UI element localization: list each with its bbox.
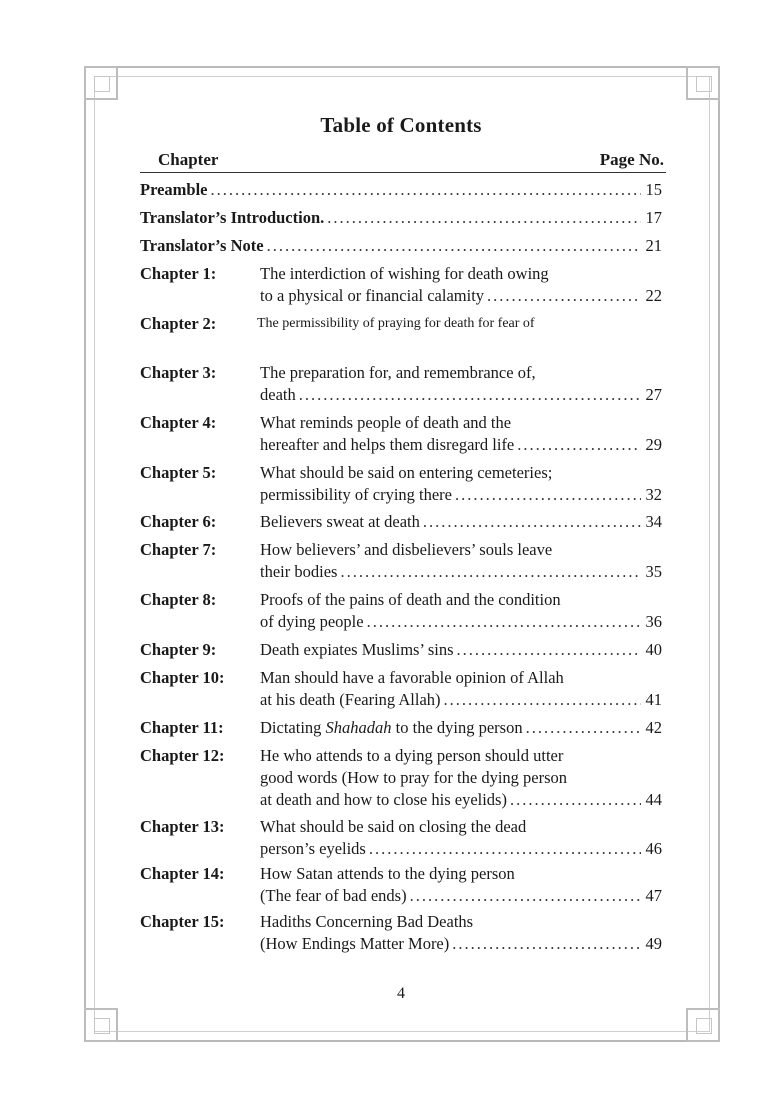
chapter-label: Chapter 15: bbox=[140, 912, 225, 931]
entry-title-emphasis: Shahadah bbox=[325, 718, 392, 737]
chapter-label: Chapter 13: bbox=[140, 817, 225, 836]
entry-title-cont: at his death (Fearing Allah) bbox=[260, 690, 441, 709]
entry-page: 29 bbox=[645, 435, 662, 454]
leader-dots bbox=[327, 207, 640, 229]
chapter-label: Chapter 10: bbox=[140, 668, 225, 687]
entry-title-cont: permissibility of crying there bbox=[260, 485, 452, 504]
leader-dots bbox=[487, 285, 640, 307]
entry-page: 32 bbox=[645, 485, 662, 504]
entry-title-cont: hereafter and helps them disregard life bbox=[260, 435, 515, 454]
entry-title: What should be said on closing the dead bbox=[260, 817, 527, 836]
toc-entry-preamble[interactable] bbox=[140, 179, 662, 201]
entry-title: The permissibility of praying for death for fear of bbox=[257, 316, 535, 331]
leader-dots bbox=[510, 789, 641, 811]
entry-title-cont: good words (How to pray for the dying person bbox=[260, 768, 568, 787]
leader-dots bbox=[444, 689, 641, 711]
chapter-label: Chapter 5: bbox=[140, 463, 217, 482]
entry-page: 34 bbox=[645, 512, 662, 531]
entry-title: The preparation for, and remembrance of, bbox=[260, 363, 536, 382]
entry-page: 22 bbox=[645, 286, 662, 305]
entry-page: 42 bbox=[645, 718, 662, 737]
chapter-label: Chapter 4: bbox=[140, 413, 217, 432]
entry-page: 27 bbox=[645, 385, 662, 404]
entry-title-cont: at death and how to close his eyelids) bbox=[260, 790, 507, 809]
leader-dots bbox=[340, 561, 640, 583]
entry-title-cont: person’s eyelids bbox=[260, 839, 366, 858]
header-rule bbox=[140, 172, 666, 173]
chapter-label: Chapter 11: bbox=[140, 718, 224, 737]
leader-dots bbox=[369, 838, 641, 860]
chapter-label: Chapter 9: bbox=[140, 640, 217, 659]
entry-title-cont: to a physical or financial calamity bbox=[260, 286, 485, 305]
entry-title-cont: death bbox=[260, 385, 296, 404]
corner-ornament bbox=[686, 1008, 720, 1042]
corner-ornament bbox=[84, 1008, 118, 1042]
entry-title: Proofs of the pains of death and the condition bbox=[260, 590, 561, 609]
leader-dots bbox=[457, 639, 641, 661]
entry-title: What reminds people of death and the bbox=[260, 413, 512, 432]
chapter-label: Chapter 7: bbox=[140, 540, 217, 559]
entry-title: Hadiths Concerning Bad Deaths bbox=[260, 912, 474, 931]
entry-title-part: Dictating bbox=[260, 718, 326, 737]
entry-title: Believers sweat at death bbox=[260, 512, 420, 531]
chapter-label: Chapter 3: bbox=[140, 363, 217, 382]
leader-dots bbox=[423, 511, 641, 533]
leader-dots bbox=[526, 717, 641, 739]
page-title: Table of Contents bbox=[320, 113, 482, 137]
leader-dots bbox=[455, 484, 641, 506]
entry-title: What should be said on entering cemeteries; bbox=[260, 463, 553, 482]
entry-page: 44 bbox=[645, 790, 662, 809]
entry-page: 46 bbox=[645, 839, 662, 858]
chapter-label: Chapter 12: bbox=[140, 746, 225, 765]
chapter-column-header: Chapter bbox=[158, 150, 219, 169]
page-column-header: Page No. bbox=[599, 150, 664, 169]
chapter-label: Chapter 8: bbox=[140, 590, 217, 609]
entry-title: Man should have a favorable opinion of Allah bbox=[260, 668, 564, 687]
entry-page: 35 bbox=[645, 562, 662, 581]
entry-title: He who attends to a dying person should utter bbox=[260, 746, 564, 765]
entry-page: 36 bbox=[645, 612, 662, 631]
entry-page: 40 bbox=[645, 640, 662, 659]
entry-title: How believers’ and disbelievers’ souls leave bbox=[260, 540, 553, 559]
entry-page: 47 bbox=[645, 886, 662, 905]
entry-title: How Satan attends to the dying person bbox=[260, 864, 515, 883]
leader-dots bbox=[267, 235, 641, 257]
leader-dots bbox=[517, 434, 640, 456]
entry-title-cont: of dying people bbox=[260, 612, 364, 631]
entry-page: 15 bbox=[645, 180, 662, 199]
entry-title bbox=[260, 717, 523, 739]
entry-title: Translator’s Note bbox=[140, 236, 264, 255]
entry-page: 21 bbox=[645, 236, 662, 255]
page-number: 4 bbox=[397, 985, 405, 1002]
entry-title-part: to the dying person bbox=[391, 718, 523, 737]
corner-ornament bbox=[686, 66, 720, 100]
corner-ornament bbox=[84, 66, 118, 100]
entry-title: Preamble bbox=[140, 180, 208, 199]
leader-dots bbox=[211, 179, 641, 201]
toc-entry-translators-note[interactable] bbox=[140, 235, 662, 257]
entry-page: 49 bbox=[645, 934, 662, 953]
entry-page: 17 bbox=[645, 208, 662, 227]
entry-title-cont: (How Endings Matter More) bbox=[260, 934, 450, 953]
entry-title: Death expiates Muslims’ sins bbox=[260, 640, 454, 659]
entry-title: Translator’s Introduction. bbox=[140, 208, 325, 227]
leader-dots bbox=[367, 611, 641, 633]
toc-entry-translators-introduction[interactable] bbox=[140, 207, 662, 229]
chapter-label: Chapter 2: bbox=[140, 314, 217, 333]
leader-dots bbox=[299, 384, 641, 406]
leader-dots bbox=[410, 885, 641, 907]
entry-title-cont: (The fear of bad ends) bbox=[260, 886, 407, 905]
leader-dots bbox=[452, 933, 640, 955]
entry-page: 41 bbox=[645, 690, 662, 709]
entry-title: The interdiction of wishing for death owing bbox=[260, 264, 549, 283]
entry-title-cont: their bodies bbox=[260, 562, 338, 581]
chapter-label: Chapter 6: bbox=[140, 512, 217, 531]
chapter-label: Chapter 1: bbox=[140, 264, 217, 283]
chapter-label: Chapter 14: bbox=[140, 864, 225, 883]
